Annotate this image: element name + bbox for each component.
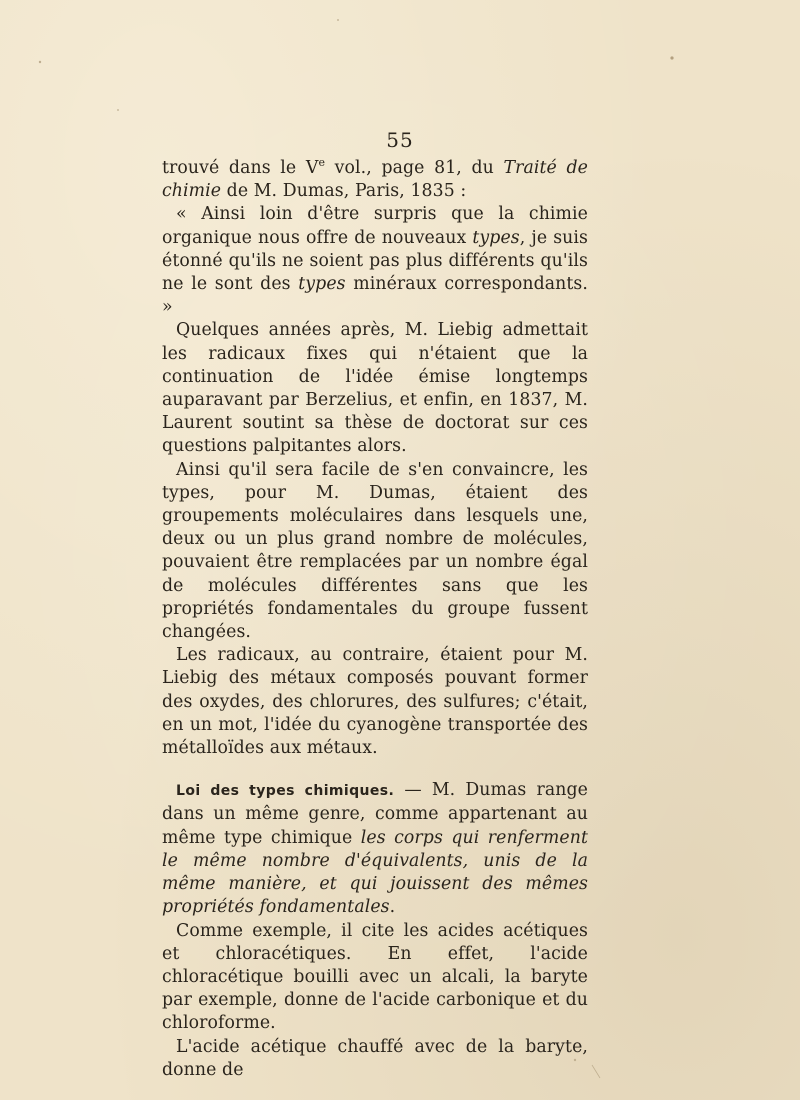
paragraph-1: [162, 157, 588, 203]
section-heading: Loi des types chimiques.: [176, 783, 395, 800]
p1-book-title: Traité de chimie: [162, 158, 588, 202]
p1-text-b: vol., page 81, du: [325, 158, 504, 178]
p2-italic-types-1: types: [472, 227, 520, 248]
paragraph-5: Les radicaux, au contraire, étaient pour M. Liebig des métaux composés pouvant former des oxydes, des chlorures, des sulfures; c'était, en un mot, l'idée du cyanogène transportée des métalloïdes aux métaux.: [162, 645, 588, 759]
p1-text-c: de M. Dumas, Paris, 1835 :: [221, 181, 467, 202]
p2-italic-types-2: types: [298, 274, 346, 295]
section-gap: [162, 760, 588, 779]
p1-text-a: trouvé dans le V: [162, 158, 319, 178]
p2-text-a: « Ainsi loin d'être surpris que la chimie organique nous offre de nouveaux: [162, 204, 588, 248]
paragraph-8: L'acide acétique chauffé avec de la baryte, donne de: [162, 1036, 588, 1080]
p6-text-a: — M. Dumas range dans un même genre, comme appartenant au même type chimique: [162, 780, 588, 848]
p6-definition: les corps qui renferment le même nombre d'équivalents, unis de la même manière, et qui jouissent des mêmes propriétés fondamentales: [162, 827, 588, 918]
p2-text-b: , je suis étonné qu'ils ne soient pas plus différents qu'ils ne le sont des: [162, 227, 588, 295]
paragraph-2-quote: [162, 203, 588, 319]
paragraph-4: Ainsi qu'il sera facile de s'en convaincre, les types, pour M. Dumas, étaient des groupements moléculaires dans lesquels une, deux ou un plus grand nombre de molécules, pouvaient être remplacées par un nombre égal de molécules différentes sans que les propriétés fondamentales du groupe fussent changées.: [162, 459, 588, 643]
paragraph-7: Comme exemple, il cite les acides acétiques et chloracétiques. En effet, l'acide chloracétique bouilli avec un alcali, la baryte par exemple, donne de l'acide carbonique et du chloroforme.: [162, 920, 588, 1034]
p1-superscript: e: [318, 156, 326, 170]
page-number: 55: [386, 128, 414, 152]
page-body: [162, 157, 588, 1082]
p6-text-b: .: [389, 897, 396, 918]
p2-text-c: minéraux correspondants. »: [162, 274, 588, 318]
paragraph-3: Quelques années après, M. Liebig admettait les radicaux fixes qui n'étaient que la continuation de l'idée émise longtemps auparavant par Berzelius, et enfin, en 1837, M. Laurent soutint sa thèse de doctorat sur ces questions palpitantes alors.: [162, 320, 588, 457]
paragraph-6-section: [162, 779, 588, 919]
